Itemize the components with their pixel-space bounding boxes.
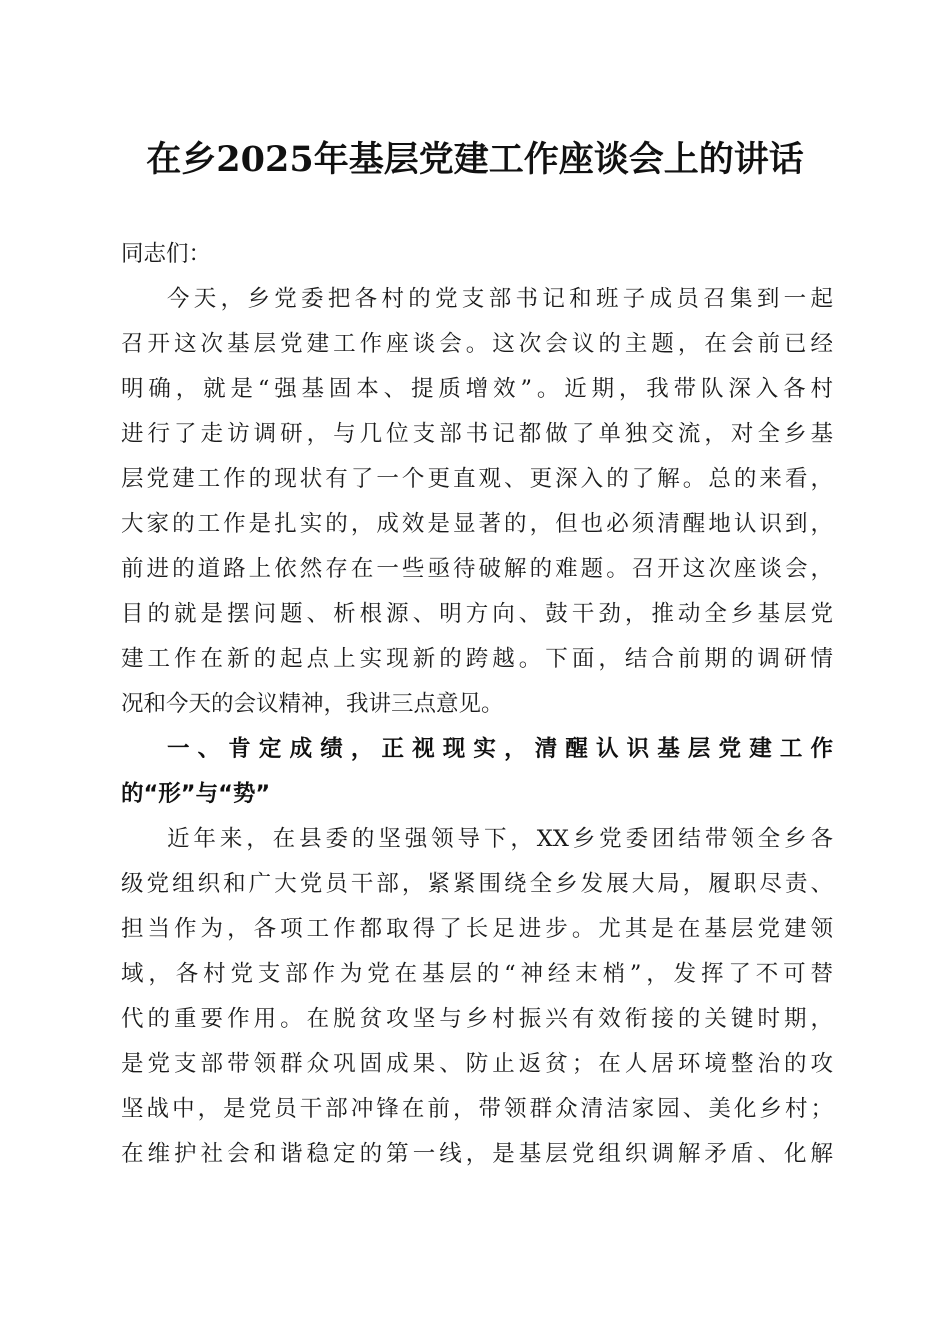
document-body [121,232,833,1177]
salutation: 同志们： [121,241,212,267]
paragraph-line: 前进的道路上依然存在一些亟待破解的难题。召开这次座谈会， [121,556,833,582]
paragraph-line: 近年来，在县委的坚强领导下，XX乡党委团结带领全乡各 [167,826,833,852]
paragraph-line: 担当作为，各项工作都取得了长足进步。尤其是在基层党建领 [121,916,833,942]
paragraph-line: 今天，乡党委把各村的党支部书记和班子成员召集到一起 [167,286,833,312]
section-heading-line: 的“形”与“势” [121,781,271,807]
paragraph-line: 域，各村党支部作为党在基层的“神经末梢”，发挥了不可替 [121,961,833,987]
paragraph-line: 坚战中，是党员干部冲锋在前，带领群众清洁家园、美化乡村； [121,1096,833,1122]
paragraph-line: 目的就是摆问题、析根源、明方向、鼓干劲，推动全乡基层党 [121,601,833,627]
section-heading-line: 一、肯定成绩，正视现实，清醒认识基层党建工作 [167,736,833,762]
intro-paragraph [121,277,833,727]
paragraph-line: 层党建工作的现状有了一个更直观、更深入的了解。总的来看， [121,466,833,492]
paragraph-line: 代的重要作用。在脱贫攻坚与乡村振兴有效衔接的关键时期， [121,1006,833,1032]
paragraph-line: 是党支部带领群众巩固成果、防止返贫；在人居环境整治的攻 [121,1051,833,1077]
paragraph-line: 建工作在新的起点上实现新的跨越。下面，结合前期的调研情 [121,646,833,672]
paragraph-line: 在维护社会和谐稳定的第一线，是基层党组织调解矛盾、化解 [121,1141,833,1167]
paragraph-line: 进行了走访调研，与几位支部书记都做了单独交流，对全乡基 [121,421,833,447]
paragraph-line: 大家的工作是扎实的，成效是显著的，但也必须清醒地认识到， [121,511,833,537]
paragraph-line: 明确，就是“强基固本、提质增效”。近期，我带队深入各村 [121,376,833,402]
section-heading-1 [121,727,833,817]
paragraph-line: 级党组织和广大党员干部，紧紧围绕全乡发展大局，履职尽责、 [121,871,833,897]
document-title: 在乡2025年基层党建工作座谈会上的讲话 [146,139,804,180]
section-1-paragraph [121,817,833,1177]
paragraph-line: 召开这次基层党建工作座谈会。这次会议的主题，在会前已经 [121,331,833,357]
paragraph-line: 况和今天的会议精神，我讲三点意见。 [121,691,504,717]
